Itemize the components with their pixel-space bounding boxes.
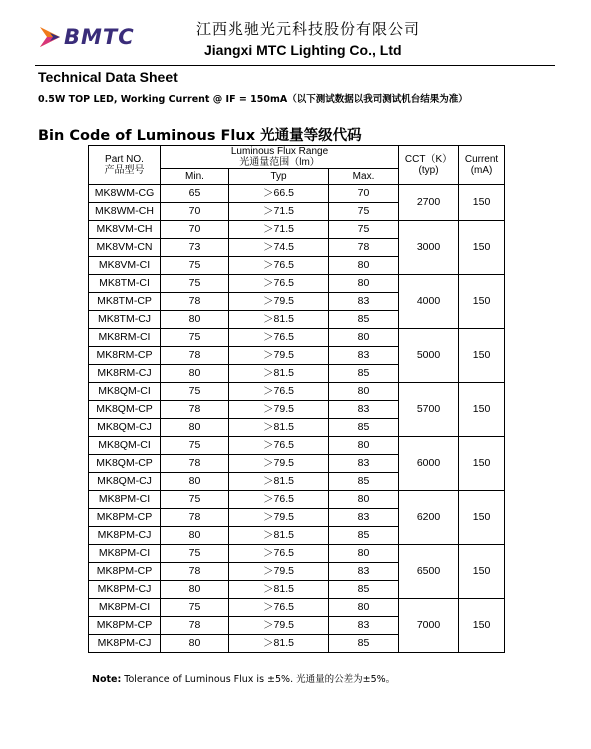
header-part-no-label: Part NO. [105, 154, 144, 165]
flux-typ-cell: ＞76.5 [229, 329, 329, 347]
flux-min-cell: 80 [161, 473, 229, 491]
note-label: Note: [92, 674, 122, 685]
tolerance-note [92, 671, 395, 685]
header-current-unit: (mA) [470, 165, 493, 176]
flux-min-cell: 78 [161, 509, 229, 527]
flux-min-cell: 73 [161, 239, 229, 257]
flux-typ-cell: ＞79.5 [229, 347, 329, 365]
cct-cell: 5000 [399, 329, 459, 383]
part-no-cell: MK8PM-CI [89, 599, 161, 617]
part-no-cell: MK8QM-CJ [89, 419, 161, 437]
flux-typ-cell: ＞81.5 [229, 473, 329, 491]
part-no-cell: MK8VM-CH [89, 221, 161, 239]
flux-typ-cell: ＞76.5 [229, 437, 329, 455]
part-no-cell: MK8PM-CJ [89, 581, 161, 599]
flux-min-cell: 80 [161, 311, 229, 329]
flux-max-cell: 75 [329, 221, 399, 239]
header-current-label: Current [464, 154, 499, 165]
part-no-cell: MK8TM-CJ [89, 311, 161, 329]
flux-typ-cell: ＞71.5 [229, 203, 329, 221]
header-divider [35, 65, 555, 66]
flux-min-cell: 75 [161, 437, 229, 455]
flux-min-cell: 78 [161, 617, 229, 635]
flux-min-cell: 80 [161, 635, 229, 653]
note-text: Tolerance of Luminous Flux is ±5%. 光通量的公差为±5%。 [124, 674, 396, 685]
header-current [459, 146, 505, 185]
table-row [89, 437, 505, 455]
current-cell: 150 [459, 437, 505, 491]
company-name-cn: 江西兆驰光元科技股份有限公司 [196, 20, 421, 38]
document-title: Technical Data Sheet [38, 69, 178, 85]
part-no-cell: MK8PM-CI [89, 491, 161, 509]
flux-typ-cell: ＞76.5 [229, 275, 329, 293]
current-cell: 150 [459, 275, 505, 329]
company-name-en: Jiangxi MTC Lighting Co., Ltd [204, 42, 402, 58]
bin-code-table [88, 145, 505, 653]
current-cell: 150 [459, 545, 505, 599]
flux-typ-cell: ＞79.5 [229, 455, 329, 473]
flux-typ-cell: ＞74.5 [229, 239, 329, 257]
header-min: Min. [161, 169, 229, 185]
header-flux-range-cn: 光通量范围（lm） [239, 157, 320, 168]
part-no-cell: MK8QM-CI [89, 437, 161, 455]
flux-max-cell: 80 [329, 275, 399, 293]
flux-min-cell: 80 [161, 581, 229, 599]
flux-max-cell: 78 [329, 239, 399, 257]
flux-max-cell: 83 [329, 563, 399, 581]
flux-max-cell: 85 [329, 527, 399, 545]
flux-typ-cell: ＞79.5 [229, 509, 329, 527]
flux-typ-cell: ＞79.5 [229, 293, 329, 311]
flux-typ-cell: ＞66.5 [229, 185, 329, 203]
current-cell: 150 [459, 383, 505, 437]
header-cct-sub: (typ) [418, 165, 439, 176]
current-cell: 150 [459, 185, 505, 221]
flux-max-cell: 83 [329, 401, 399, 419]
current-cell: 150 [459, 491, 505, 545]
flux-max-cell: 83 [329, 509, 399, 527]
part-no-cell: MK8QM-CP [89, 401, 161, 419]
current-cell: 150 [459, 221, 505, 275]
flux-min-cell: 78 [161, 455, 229, 473]
header-flux-range [161, 146, 399, 169]
flux-min-cell: 80 [161, 419, 229, 437]
table-row [89, 185, 505, 203]
flux-max-cell: 75 [329, 203, 399, 221]
flux-max-cell: 80 [329, 329, 399, 347]
flux-typ-cell: ＞76.5 [229, 383, 329, 401]
flux-min-cell: 80 [161, 365, 229, 383]
flux-max-cell: 83 [329, 347, 399, 365]
part-no-cell: MK8WM-CH [89, 203, 161, 221]
part-no-cell: MK8PM-CP [89, 563, 161, 581]
document-header [0, 0, 591, 66]
flux-typ-cell: ＞81.5 [229, 311, 329, 329]
flux-max-cell: 83 [329, 455, 399, 473]
flux-min-cell: 78 [161, 401, 229, 419]
flux-typ-cell: ＞79.5 [229, 401, 329, 419]
flux-min-cell: 70 [161, 203, 229, 221]
current-cell: 150 [459, 599, 505, 653]
table-row [89, 599, 505, 617]
flux-typ-cell: ＞76.5 [229, 599, 329, 617]
header-flux-range-label: Luminous Flux Range [230, 146, 329, 157]
flux-typ-cell: ＞76.5 [229, 257, 329, 275]
flux-max-cell: 80 [329, 383, 399, 401]
cct-cell: 3000 [399, 221, 459, 275]
flux-typ-cell: ＞81.5 [229, 635, 329, 653]
flux-max-cell: 80 [329, 599, 399, 617]
part-no-cell: MK8PM-CI [89, 545, 161, 563]
company-logo [38, 24, 156, 52]
part-no-cell: MK8QM-CJ [89, 473, 161, 491]
flux-min-cell: 78 [161, 563, 229, 581]
header-cct-label: CCT（K） [404, 154, 453, 165]
header-part-no-cn: 产品型号 [104, 165, 145, 176]
part-no-cell: MK8QM-CP [89, 455, 161, 473]
header-cct [399, 146, 459, 185]
flux-min-cell: 75 [161, 257, 229, 275]
part-no-cell: MK8TM-CI [89, 275, 161, 293]
cct-cell: 6000 [399, 437, 459, 491]
table-row [89, 491, 505, 509]
flux-typ-cell: ＞76.5 [229, 491, 329, 509]
flux-typ-cell: ＞71.5 [229, 221, 329, 239]
part-no-cell: MK8RM-CI [89, 329, 161, 347]
cct-cell: 6200 [399, 491, 459, 545]
cct-cell: 4000 [399, 275, 459, 329]
flux-max-cell: 70 [329, 185, 399, 203]
bin-table-body [89, 185, 505, 653]
flux-typ-cell: ＞81.5 [229, 527, 329, 545]
flux-min-cell: 75 [161, 275, 229, 293]
cct-cell: 2700 [399, 185, 459, 221]
flux-min-cell: 75 [161, 329, 229, 347]
flux-typ-cell: ＞79.5 [229, 617, 329, 635]
flux-max-cell: 83 [329, 617, 399, 635]
part-no-cell: MK8RM-CJ [89, 365, 161, 383]
header-part-no [89, 146, 161, 185]
current-cell: 150 [459, 329, 505, 383]
logo-mark-icon [38, 24, 64, 50]
flux-max-cell: 80 [329, 257, 399, 275]
flux-min-cell: 75 [161, 491, 229, 509]
header-typ: Typ [229, 169, 329, 185]
flux-max-cell: 85 [329, 635, 399, 653]
logo-text: BMTC [64, 25, 135, 49]
flux-min-cell: 78 [161, 347, 229, 365]
part-no-cell: MK8PM-CP [89, 617, 161, 635]
part-no-cell: MK8PM-CP [89, 509, 161, 527]
part-no-cell: MK8PM-CJ [89, 635, 161, 653]
flux-max-cell: 85 [329, 311, 399, 329]
flux-max-cell: 85 [329, 473, 399, 491]
table-row [89, 275, 505, 293]
flux-min-cell: 78 [161, 293, 229, 311]
part-no-cell: MK8PM-CJ [89, 527, 161, 545]
document-subtitle: 0.5W TOP LED, Working Current @ IF = 150mA（以下测试数据以我司测试机台结果为准） [38, 94, 468, 105]
flux-typ-cell: ＞81.5 [229, 419, 329, 437]
flux-max-cell: 80 [329, 545, 399, 563]
flux-max-cell: 83 [329, 293, 399, 311]
flux-min-cell: 70 [161, 221, 229, 239]
flux-typ-cell: ＞81.5 [229, 581, 329, 599]
flux-min-cell: 75 [161, 383, 229, 401]
flux-typ-cell: ＞81.5 [229, 365, 329, 383]
part-no-cell: MK8QM-CI [89, 383, 161, 401]
header-max: Max. [329, 169, 399, 185]
table-row [89, 383, 505, 401]
flux-max-cell: 85 [329, 365, 399, 383]
flux-max-cell: 80 [329, 491, 399, 509]
table-row [89, 221, 505, 239]
flux-typ-cell: ＞76.5 [229, 545, 329, 563]
flux-min-cell: 65 [161, 185, 229, 203]
part-no-cell: MK8TM-CP [89, 293, 161, 311]
section-title: Bin Code of Luminous Flux 光通量等级代码 [38, 128, 362, 144]
flux-min-cell: 80 [161, 527, 229, 545]
part-no-cell: MK8WM-CG [89, 185, 161, 203]
part-no-cell: MK8VM-CN [89, 239, 161, 257]
cct-cell: 6500 [399, 545, 459, 599]
table-row [89, 329, 505, 347]
flux-min-cell: 75 [161, 545, 229, 563]
part-no-cell: MK8VM-CI [89, 257, 161, 275]
table-row [89, 545, 505, 563]
cct-cell: 5700 [399, 383, 459, 437]
part-no-cell: MK8RM-CP [89, 347, 161, 365]
flux-max-cell: 80 [329, 437, 399, 455]
flux-max-cell: 85 [329, 419, 399, 437]
cct-cell: 7000 [399, 599, 459, 653]
flux-typ-cell: ＞79.5 [229, 563, 329, 581]
flux-max-cell: 85 [329, 581, 399, 599]
flux-min-cell: 75 [161, 599, 229, 617]
